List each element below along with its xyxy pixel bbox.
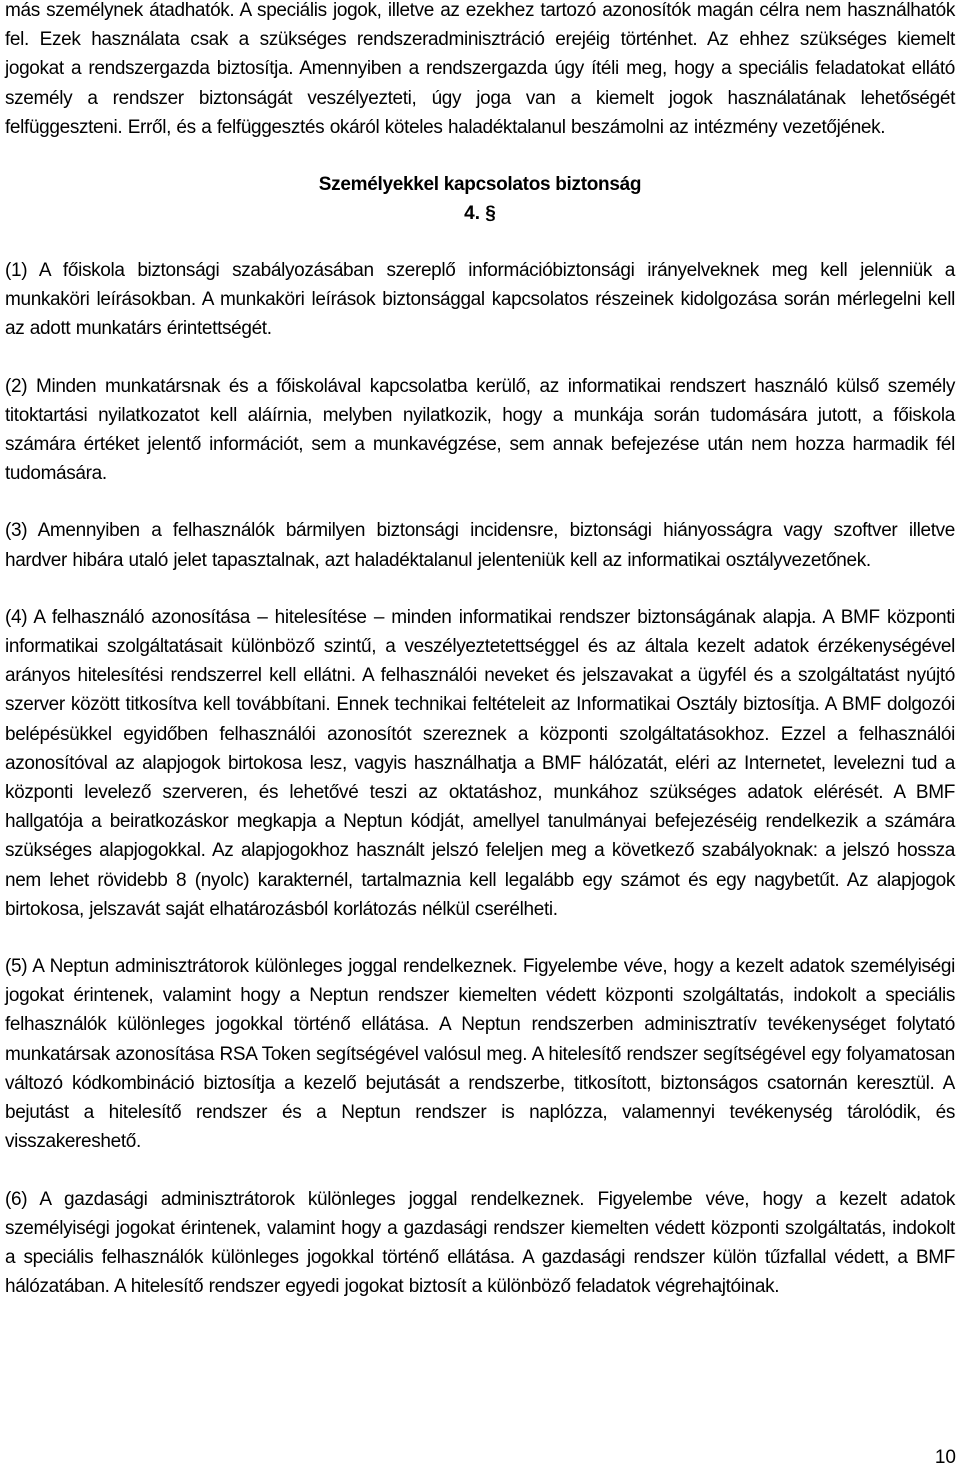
intro-paragraph: más személynek átadhatók. A speciális jogok, illetve az ezekhez tartozó azonosítók magán célra nem használhatók fel. Ezek használata csak a szükséges rendszeradminisztráció erejéig történhet. Az ehhez szükséges kiemelt jogokat a rendszergazda biztosítja. Amennyiben a rendszergazda úgy ítéli meg, hogy a speciális feladatokat ellátó személy a rendszer biztonságát veszélyezteti, úgy joga van a kiemelt jogok használatának lehetőségét felfüggeszteni. Erről, és a felfüggesztés okáról köteles haladéktalanul beszámolni az intézmény vezetőjének. (5, 0, 955, 138)
paragraph-2: (2) Minden munkatársnak és a főiskolával kapcsolatba kerülő, az informatikai rendszert használó külső személy titoktartási nyilatkozatot kell aláírnia, melyben nyilatkozik, hogy a munkája során tudomására jutott, a főiskola számára értéket jelentő információt, sem a munkavégzése, sem annak befejezése után nem hozza harmadik fél tudomására. (5, 375, 955, 485)
paragraph-6: (6) A gazdasági adminisztrátorok különleges joggal rendelkeznek. Figyelembe véve, hogy a kezelt adatok személyiségi jogokat érintenek, valamint hogy a gazdasági rendszer kiemelten védett központi szolgáltatás, indokolt a speciális felhasználók különleges jogokkal történő ellátása. A gazdasági rendszer külön tűzfallal védett, a BMF hálózatában. A hitelesítő rendszer egyedi jogokat biztosít a különböző feladatok végrehajtóinak. (5, 1188, 955, 1298)
paragraph-4: (4) A felhasználó azonosítása – hitelesítése – minden informatikai rendszer biztonságának alapja. A BMF központi informatikai szolgáltatásait különböző szintű, a veszélyeztetettséggel és az általa kezelt adatok érzékenységével arányos hitelesítési rendszerrel kell ellátni. A felhasználói neveket és jelszavakat a ügyfél és a szolgáltatást nyújtó szerver között titkosítva kell továbbítani. Ennek technikai feltételeit az Informatikai Osztály biztosítja. A BMF dolgozói belépésükkel egyidőben felhasználói azonosítót szereznek a központi szolgáltatásokhoz. Ezzel a felhasználói azonosítóval az alapjogok birtokosa lesz, vagyis használhatja a BMF hálózatát, eléri az Internetet, levelezni tud a központi levelező szerveren, és lehetővé teszi az oktatáshoz, munkához szükséges adatok elérését. A BMF hallgatója a beiratkozáskor megkapja a Neptun kódját, amellyel tanulmányai befejezéséig rendelkezik a számára szükséges alapjogokkal. Az alapjogokhoz használt jelszó feleljen meg a következő szabályoknak: a jelszó hossza nem lehet rövidebb 8 (nyolc) karakternél, tartalmaznia kell legalább egy számot és egy nagybetűt. Az alapjogok birtokosa, jelszavát saját elhatározásból korlátozás nélkül cserélheti. (5, 606, 955, 920)
paragraph-5: (5) A Neptun adminisztrátorok különleges joggal rendelkeznek. Figyelembe véve, hogy a kezelt adatok személyiségi jogokat érintenek, valamint hogy a Neptun rendszer kiemelten védett központi szolgáltatás, indokolt a speciális felhasználók különleges jogokkal történő ellátása. A Neptun rendszerben adminisztratív tevékenységet folytató munkatársak azonosítása RSA Token segítségével valósul meg. A hitelesítő rendszer segítségével egy folyamatosan változó kódkombináció biztosítja a kezelő bejutását a rendszerbe, titkosított, biztonságos csatornán keresztül. A bejutást a hitelesítő rendszer és a Neptun rendszer is naplózza, valamennyi tevékenység tárolódik, és visszakereshető. (5, 956, 955, 1153)
paragraph-3: (3) Amennyiben a felhasználók bármilyen biztonsági incidensre, biztonsági hiányosságra vagy szoftver illetve hardver hibára utaló jelet tapasztalnak, azt haladéktalanul jelenteniük kell az informatikai osztályvezetőnek. (5, 520, 955, 571)
document-page (5, 0, 955, 1301)
page-number: 10 (934, 1447, 956, 1468)
section-title: Személyekkel kapcsolatos biztonság (318, 174, 642, 196)
section-number: 4. § (464, 203, 496, 225)
section-heading (5, 170, 955, 228)
paragraph-1: (1) A főiskola biztonsági szabályozásában szereplő információbiztonsági irányelveknek meg kell jelenniük a munkaköri leírásokban. A munkaköri leírások biztonsággal kapcsolatos részeinek kidolgozása során mérlegelni kell az adott munkatárs érintettségét. (5, 260, 955, 340)
